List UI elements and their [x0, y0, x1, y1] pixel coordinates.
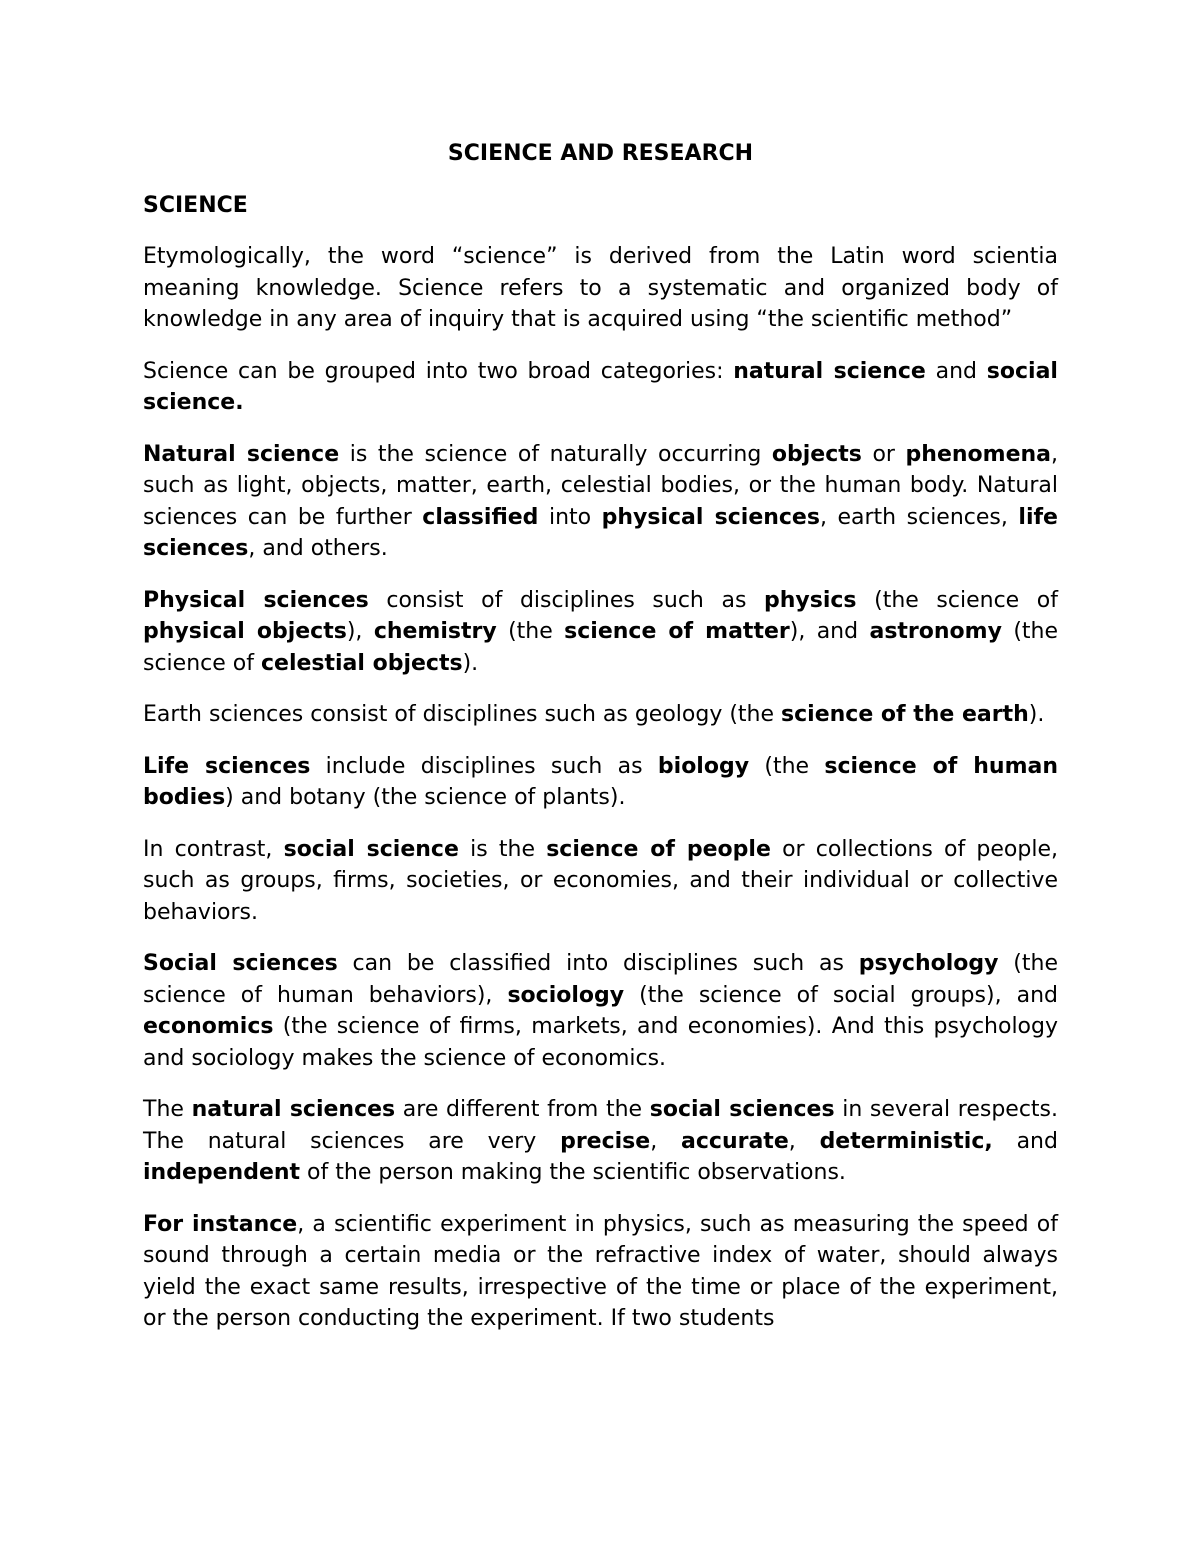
text-run: (the science of social groups), and	[624, 982, 1058, 1008]
text-run: (the science of	[856, 587, 1058, 613]
bold-text: physics	[764, 587, 857, 613]
paragraph	[143, 1094, 1058, 1189]
text-run: (the	[749, 753, 825, 779]
bold-text: social science	[283, 836, 459, 862]
text-run: can be classified into disciplines such as	[337, 951, 859, 976]
paragraph	[143, 751, 1058, 814]
paragraph	[143, 439, 1058, 565]
paragraph	[143, 356, 1058, 419]
text-run: ), and	[789, 619, 870, 644]
text-run: ).	[462, 650, 479, 676]
text-run: (the science of	[143, 619, 1059, 676]
bold-text: chemistry	[373, 619, 497, 644]
bold-text: natural science	[733, 358, 926, 384]
text-run: is the	[458, 836, 547, 862]
bold-text: Social sciences	[143, 951, 338, 976]
text-run: ).	[1028, 702, 1045, 727]
text-run: include disciplines such as	[310, 753, 658, 779]
text-run: or collections of people, such as groups, firms, societies, or economies, and their individual or collective behaviors.	[143, 836, 1058, 925]
paragraph	[143, 834, 1058, 929]
text-run: and	[992, 1128, 1058, 1154]
document-title: SCIENCE AND RESEARCH	[447, 141, 754, 166]
paragraph	[143, 585, 1058, 680]
text-run: (the science of firms, markets, and economies). And this psychology and sociology makes the science of economics.	[143, 1014, 1058, 1071]
bold-text: physical sciences	[601, 504, 820, 530]
bold-text: science of the earth	[781, 702, 1029, 727]
text-run: of the person making the scientific observations.	[300, 1160, 846, 1185]
bold-text: precise	[560, 1128, 651, 1154]
bold-text: natural sciences	[191, 1097, 396, 1122]
text-run: or	[861, 441, 906, 467]
text-run: is the science of naturally occurring	[339, 441, 772, 467]
text-run: Earth sciences consist of disciplines such as geology (the	[143, 702, 782, 727]
bold-text: economics	[143, 1014, 274, 1039]
bold-text: astronomy	[869, 619, 1002, 644]
bold-text: science of human bodies	[143, 753, 1059, 810]
bold-text: social sciences	[649, 1097, 835, 1122]
bold-text: science of people	[546, 836, 771, 862]
paragraph	[143, 699, 1058, 731]
bold-text: Physical sciences	[143, 587, 369, 613]
text-run: Science can be grouped into two broad categories:	[143, 358, 734, 384]
bold-text: sociology	[507, 982, 625, 1008]
bold-text: For instance	[143, 1211, 298, 1237]
section-heading: SCIENCE	[143, 192, 248, 218]
text-run: , such as light, objects, matter, earth, celestial bodies, or the human body. Natural sciences can be further	[143, 441, 1058, 530]
text-run: and	[925, 358, 987, 384]
text-run: Etymologically, the word “science” is derived from the Latin word scientia meaning knowledge. Science refers to a systematic and organized body of knowledge in any area of inquiry that is acquired using “the scientific method”	[143, 244, 1058, 332]
text-run: ,	[650, 1128, 682, 1154]
bold-text: phenomena	[905, 441, 1051, 467]
text-run: , a scientific experiment in physics, such as measuring the speed of sound through a certain media or the refractive index of water, should always yield the exact same results, irrespective of the time or place of the experiment, or the person conducting the experiment. If two students	[143, 1211, 1058, 1331]
bold-text: celestial objects	[260, 650, 463, 676]
text-run: , and others.	[248, 536, 388, 561]
text-run: ) and botany (the science of plants).	[225, 785, 626, 810]
text-run: into	[538, 504, 602, 530]
bold-text: psychology	[858, 951, 999, 976]
text-run: (the	[496, 619, 565, 644]
text-run: In contrast,	[143, 836, 284, 862]
text-run: ),	[346, 619, 374, 644]
bold-text: classified	[422, 504, 539, 530]
bold-text: physical objects	[143, 619, 347, 644]
paragraph	[143, 1209, 1058, 1335]
paragraph-list	[143, 241, 1058, 1335]
text-run: are different from the	[395, 1097, 650, 1122]
bold-text: social science.	[143, 358, 1058, 415]
document-page	[143, 138, 1058, 1355]
text-run: ,	[788, 1128, 820, 1154]
paragraph	[143, 241, 1058, 336]
text-run: , earth sciences,	[819, 504, 1019, 530]
bold-text: biology	[657, 753, 750, 779]
bold-text: objects	[771, 441, 862, 467]
paragraph	[143, 948, 1058, 1074]
bold-text: Life sciences	[143, 753, 311, 779]
bold-text: deterministic,	[819, 1128, 993, 1154]
bold-text: Natural science	[143, 441, 340, 467]
text-run: consist of disciplines such as	[368, 587, 764, 613]
text-run: in several respects. The natural sciences are very	[143, 1097, 1059, 1154]
text-run: (the science of human behaviors),	[143, 951, 1058, 1008]
text-run: The	[143, 1097, 192, 1122]
bold-text: life sciences	[143, 504, 1058, 561]
bold-text: accurate	[681, 1128, 789, 1154]
bold-text: science of matter	[564, 619, 790, 644]
bold-text: independent	[143, 1160, 301, 1185]
